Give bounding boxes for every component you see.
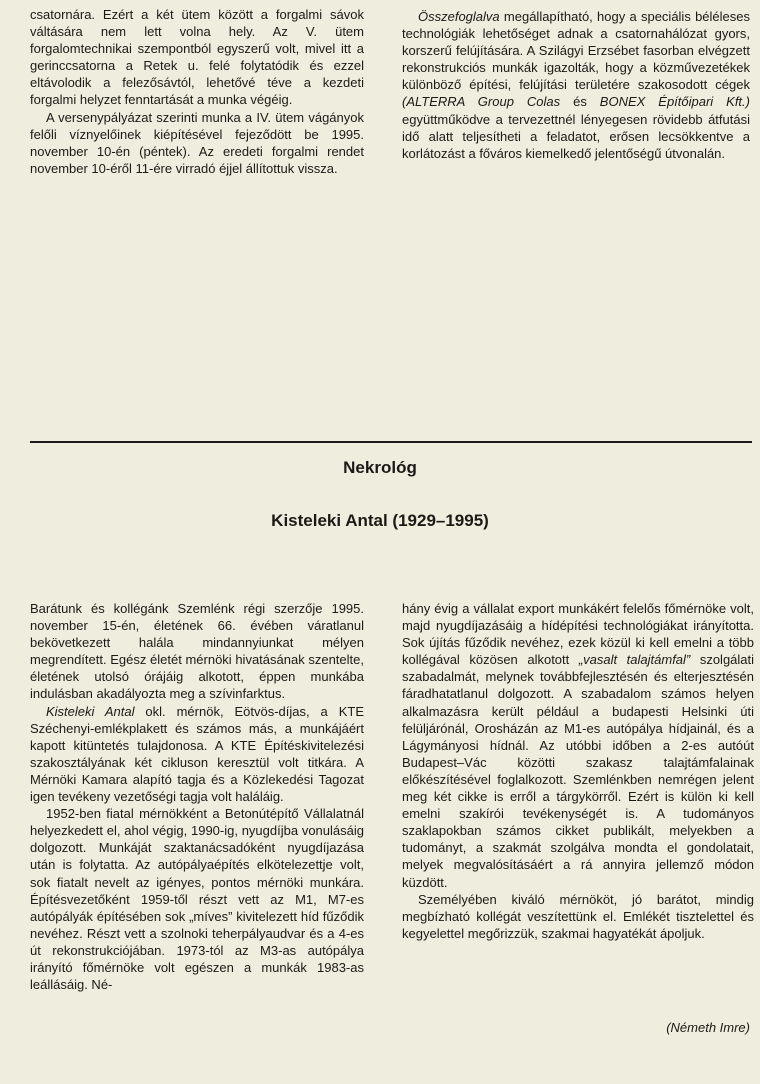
company-name: (ALTERRA Group Colas [402,94,561,110]
person-name: Kisteleki Antal [46,703,135,719]
summary-text: és [560,94,600,110]
paragraph-text: okl. mérnök, Eötvös-díjas, a KTE Széchenyi-emlékplakett és számos más, a munkájáért kapott kitüntetés tulajdonosa. A KTE Építéskivitelezési szakosztályának két cikluson keresztül volt titkára. A Mérnöki Kamara alapító tagja és a Közlekedési Tagozat igen tevékeny vezetőségi tagja volt haláláig. [30,703,365,805]
obituary-title: Kisteleki Antal (1929–1995) [271,511,489,530]
author-signature: (Németh Imre) [666,1020,750,1035]
summary-text: együttműködve a tervezettnél lényegesen rövidebb átfutási idő alatt teljesítheti a feladatot, erősen lecsökkentve a korlátozást a főváros kiemelkedő jelentőségű útvonalán. [402,111,750,161]
paragraph: 1952-ben fiatal mérnökként a Betonútépítő Vállalatnál helyezkedett el, ahol végig, 1990-ig, nyugdíjba vonulásáig dolgozott. Munkáját szaktanácsadóként nyugdíjazása után is folytatta. Az autópályaépítés elkötelezettje volt, sok fiatalt nevelt az igényes, pontos mérnöki munkára. Építésvezetőként 1959-től részt vett az M1, M7-es autópályák építésében sok „míves” kivitelezett híd fűződik nevéhez. Részt vett a szolnoki teherpályaudvar és a 4-es út rekonstrukciójában. 1973-tól az M3-as autópálya irányító főmérnöke volt egészen a munkák 1983-as leállásáig. Né- [30,806,364,993]
paragraph: A versenypályázat szerinti munka a IV. ütem vágányok felőli víznyelőinek kiépítésével fejeződött be 1995. november 10-én (péntek). Az eredeti forgalmi rendet november 10-éről 11-ére virradó éjjel állítottuk vissza. [30,109,364,176]
article-end-right-column [402,8,750,162]
obituary-right-column [402,600,754,942]
paragraph: csatornára. Ezért a két ütem között a forgalmi sávok váltására nem lett volna hely. Az V. ütem forgalomtechnikai szempontból egyszerű volt, mivel itt a gerinccsatorna a Retek u. felé folytatódik és ezzel eltávolodik a felezősávtól, lehetővé téve a kezdeti forgalmi helyzet fenntartását a munka végéig. [30,7,364,108]
company-name: BONEX Építőipari Kft.) [599,94,750,110]
paragraph-text: hány évig a vállalat export munkákért felelős főmérnöke volt, majd nyugdíjazásáig a hídépítési technológiákat irányította. Sok újítás fűződik nevéhez, ezek közül ki kell emelni a több kollégával közösen alkotott [402,601,754,668]
paragraph-text: szolgálati szabadalmát, melynek továbbfejlesztésén és elterjesztésén fáradhatatlanul dolgozott. A szabadalom számos helyen alkalmazásra került például a budapesti Helsinki úti felüljárónál, Orosházán az M1-es autópálya hídjainál, és a Lágymányosi hídnál. Az utóbbi időben a 2-es autóút Budapest–Vác közötti szakasz talajtámfalainak előkészítésével foglalkozott. Szemlénkben nemrégen jelent meg két cikke is erről a tárgykörről. Ezért is külön ki kell emelni szakírói tevékenységét is. A tudományos szaklapokban számos cikket publikált, melyekben a tudományt, a szakmát szolgálva mondta el gondolatait, melyek megvalósításáért a rá annyira jellemző módon küzdött. [402,652,755,890]
obituary-left-column [30,600,364,993]
paragraph: Barátunk és kollégánk Szemlénk régi szerzője 1995. november 15-én, életének 66. évében váratlanul bekövetkezett halála mindannyiunkat mélyen megrendített. Egész életét mérnöki hivatásának szentelte, életének utolsó órájáig alkotott, éppen munkába indulásban akadályozta meg a szívinfarktus. [30,601,364,702]
patent-name: „vasalt talajtámfal” [578,652,691,668]
section-heading: Nekrológ [343,458,417,477]
summary-lead: Összefoglalva [418,9,500,24]
summary-text: megállapítható, hogy a speciális béléleses technológiák lehetőséget adnak a csatornahálózat gyors, korszerű felújítására. A Szilágyi Erzsébet fasorban elvégzett rekonstrukciós munkák igazolták, hogy a közművezetékek különböző építési, felújítási területére szakosodott cégek [402,9,750,93]
summary-paragraph [402,8,750,162]
article-end-left-column [30,6,364,177]
paragraph [402,600,754,891]
paragraph [30,703,364,806]
paragraph: Személyében kiváló mérnököt, jó barátot, mindig megbízható kollégát veszítettünk el. Emlékét tisztelettel és kegyelettel megőrizzük, szakmai hagyatékát ápoljuk. [402,891,754,941]
section-divider [30,441,752,443]
